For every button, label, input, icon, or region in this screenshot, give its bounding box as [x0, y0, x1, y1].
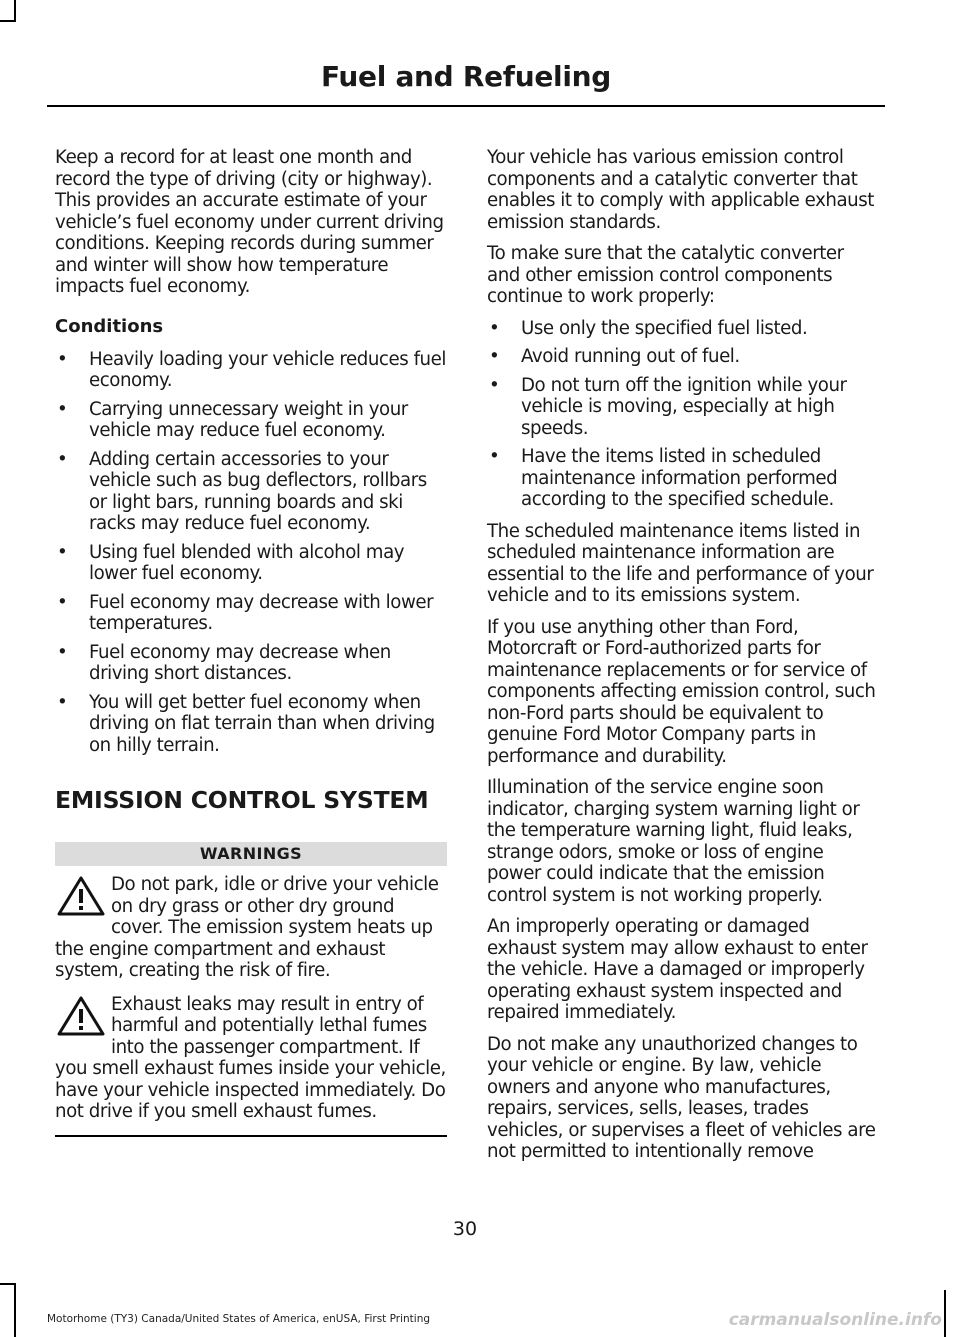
bullet-icon: •: [57, 641, 68, 663]
list-item: [55, 449, 447, 535]
list-item-text: Have the items listed in scheduled maintenance information performed according to the specified schedule.: [521, 446, 838, 510]
list-item-text: Fuel economy may decrease when driving short distances.: [89, 641, 391, 684]
section-title: EMISSION CONTROL SYSTEM: [55, 786, 429, 814]
footer-edition-text: Motorhome (TY3) Canada/United States of America, enUSA, First Printing: [47, 1313, 431, 1325]
bullet-icon: •: [57, 448, 68, 470]
list-item-text: Fuel economy may decrease with lower temperatures.: [89, 591, 434, 634]
bullet-icon: •: [489, 446, 500, 467]
list-item-text: Heavily loading your vehicle reduces fuel economy.: [89, 348, 446, 391]
paragraph: If you use anything other than Ford, Motorcraft or Ford-authorized parts for maintenance replacements or for service of components affecting emission control, such non-Ford parts should be equivalent to genuine Ford Motor Company parts in performance and durability.: [487, 616, 876, 767]
header-rule: [47, 105, 885, 107]
bullet-icon: •: [57, 348, 68, 370]
warning-text: Exhaust leaks may result in entry of harmful and potentially lethal fumes into the passenger compartment. If you smell exhaust fumes inside your vehicle, have your vehicle inspected immediately. Do not drive if you smell exhaust fumes.: [55, 993, 446, 1122]
watermark: carmanualsonline.info: [728, 1310, 942, 1330]
warnings-banner: WARNINGS: [55, 842, 447, 866]
left-column: [55, 147, 447, 1137]
list-item: [487, 446, 879, 511]
warning-triangle-icon: [55, 994, 107, 1038]
page-header-title: Fuel and Refueling: [320, 60, 611, 93]
warning-item: [55, 994, 447, 1123]
list-item: [487, 375, 879, 440]
crop-mark-bottom-left-h: [0, 1283, 16, 1285]
list-item: [55, 542, 447, 585]
right-column: [487, 147, 879, 1173]
emission-care-list: [487, 318, 879, 511]
warnings-end-rule: [55, 1135, 447, 1137]
list-item: [487, 318, 879, 340]
list-item: [55, 592, 447, 635]
list-item: [55, 692, 447, 757]
bullet-icon: •: [57, 591, 68, 613]
paragraph: Your vehicle has various emission control components and a catalytic converter that enables it to comply with applicable exhaust emission standards.: [487, 147, 874, 233]
list-item-text: You will get better fuel economy when driving on flat terrain than when driving on hilly terrain.: [89, 691, 435, 756]
list-item-text: Carrying unnecessary weight in your vehicle may reduce fuel economy.: [89, 398, 408, 441]
paragraph: The scheduled maintenance items listed in scheduled maintenance information are essential to the life and performance of your vehicle and to its emissions system.: [487, 520, 874, 606]
paragraph: An improperly operating or damaged exhaust system may allow exhaust to enter the vehicle. Have a damaged or improperly operating exhaust system inspected and repaired immediately.: [487, 916, 868, 1023]
list-item: [55, 642, 447, 685]
bullet-icon: •: [57, 541, 68, 563]
list-item-text: Do not turn off the ignition while your vehicle is moving, especially at high speeds.: [521, 374, 847, 439]
list-item-text: Adding certain accessories to your vehicle such as bug deflectors, rollbars or light bars, running boards and ski racks may reduce fuel economy.: [89, 448, 427, 534]
bullet-icon: •: [57, 691, 68, 713]
list-item: [55, 399, 447, 442]
conditions-heading: Conditions: [55, 315, 164, 337]
crop-mark-bottom-left-v: [14, 1283, 16, 1337]
list-item-text: Avoid running out of fuel.: [521, 346, 740, 367]
paragraph: To make sure that the catalytic converter and other emission control components continue to work properly:: [487, 243, 844, 307]
warning-triangle-icon: [55, 874, 107, 918]
warning-text: Do not park, idle or drive your vehicle on dry grass or other dry ground cover. The emission system heats up the engine compartment and exhaust system, creating the risk of fire.: [55, 874, 439, 981]
paragraph: Illumination of the service engine soon indicator, charging system warning light or the temperature warning light, fluid leaks, strange odors, smoke or loss of engine power could indicate that the emission control system is not working properly.: [487, 777, 860, 906]
bullet-icon: •: [57, 398, 68, 420]
paragraph: Do not make any unauthorized changes to your vehicle or engine. By law, vehicle owners and anyone who manufactures, repairs, services, sells, leases, trades vehicles, or supervises a fleet of vehicles are not permitted to intentionally remove: [487, 1033, 876, 1162]
page-number: 30: [452, 1218, 478, 1240]
bullet-icon: •: [489, 374, 500, 396]
crop-mark-top-left-v: [14, 0, 16, 22]
conditions-list: [55, 349, 447, 757]
warning-item: [55, 874, 447, 982]
bullet-icon: •: [489, 346, 500, 367]
bullet-icon: •: [489, 317, 500, 339]
list-item-text: Using fuel blended with alcohol may lower fuel economy.: [89, 541, 405, 584]
crop-mark-top-left-h: [0, 20, 16, 22]
crop-mark-bottom-right-v: [944, 1290, 946, 1337]
intro-paragraph: Keep a record for at least one month and record the type of driving (city or highway). This provides an accurate estimate of your vehicle’s fuel economy under current driving conditions. Keeping records during summer and winter will show how temperature impacts fuel economy.: [55, 147, 444, 297]
list-item: [487, 346, 879, 368]
list-item-text: Use only the specified fuel listed.: [521, 317, 808, 339]
list-item: [55, 349, 447, 392]
